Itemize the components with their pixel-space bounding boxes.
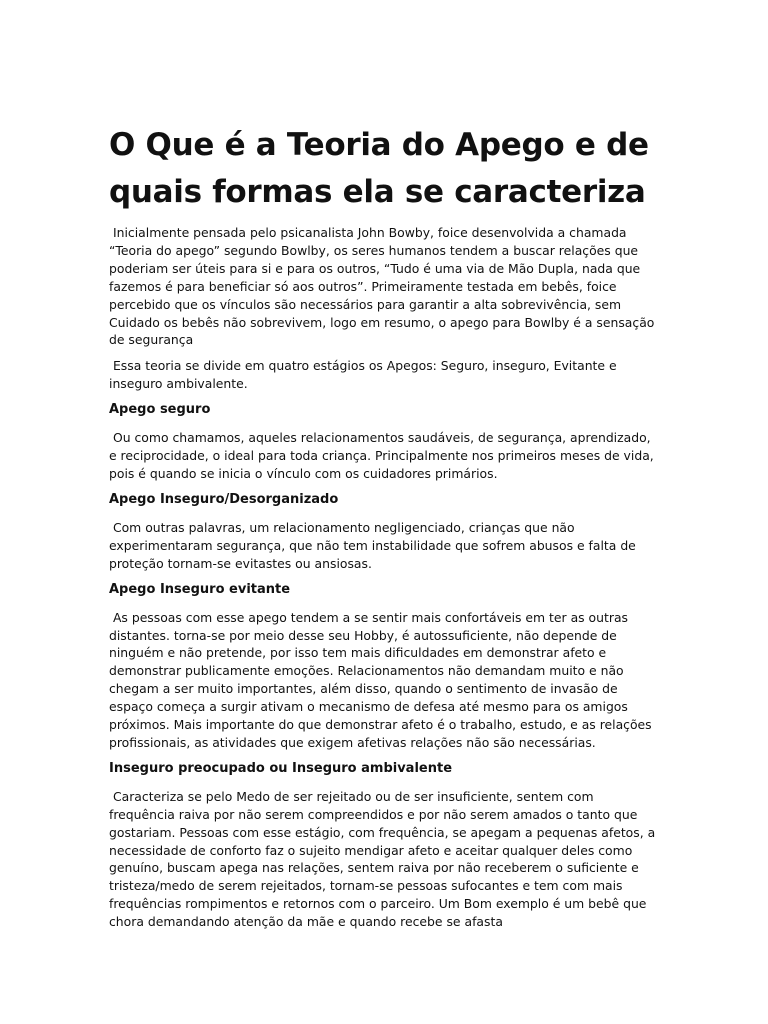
section-heading-apego-seguro: Apego seguro	[109, 402, 211, 418]
stages-paragraph: Essa teoria se divide em quatro estágios os Apegos: Seguro, inseguro, Evitante e inseguro ambivalente.	[109, 358, 621, 392]
section-body-apego-seguro: Ou como chamamos, aqueles relacionamentos saudáveis, de segurança, aprendizado, e reciprocidade, o ideal para toda criança. Principalmente nos primeiros meses de vida, pois é quando se inicia o vínculo com os cuidadores primários.	[109, 430, 658, 481]
section-heading-inseguro-evitante: Apego Inseguro evitante	[109, 581, 291, 597]
intro-paragraph: Inicialmente pensada pelo psicanalista John Bowby, foice desenvolvida a chamada “Teoria do apego” segundo Bowlby, os seres humanos tendem a buscar relações que poderiam ser úteis para si e para os outros, “Tudo é uma via de Mão Dupla, nada que fazemos é para beneficiar só aos outros”. Primeiramente testada em bebês, foice percebido que os vínculos são necessários para garantir a alta sobrevivência, sem Cuidado os bebês não sobrevivem, logo em resumo, o apego para Bowlby é a sensação de segurança	[109, 225, 659, 348]
section-heading-inseguro-desorganizado: Apego Inseguro/Desorganizado	[109, 491, 339, 507]
section-body-inseguro-evitante: As pessoas com esse apego tendem a se sentir mais confortáveis em ter as outras distantes. torna-se por meio desse seu Hobby, é autossuficiente, não depende de ninguém e não pretende, por isso tem mais dificuldades em demonstrar afeto e demonstrar publicamente emoções. Relacionamentos não demandam muito e não chegam a ser muito importantes, além disso, quando o sentimento de invasão de espaço começa a surgir ativam o mecanismo de defesa até mesmo para os amigos próximos. Mais importante do que demonstrar afeto é o trabalho, estudo, e as relações profissionais, as atividades que exigem afetivas relações não são necessárias.	[109, 609, 656, 750]
section-body-inseguro-ambivalente: Caracteriza se pelo Medo de ser rejeitado ou de ser insuficiente, sentem com frequência raiva por não serem compreendidos e por não serem amados o tanto que gostariam. Pessoas com esse estágio, com frequência, se apegam a pequenas afetos, a necessidade de conforto faz o sujeito mendigar afeto e aceitar qualquer deles como genuíno, buscam apega nas relações, sentem raiva por não receberem o suficiente e tristeza/medo de serem rejeitados, tornam-se pessoas sufocantes e tem com mais frequências rompimentos e retornos com o parceiro. Um Bom exemplo é um bebê que chora demandando atenção da mãe e quando recebe se afasta	[109, 788, 660, 930]
document-page	[109, 122, 661, 939]
section-body-inseguro-desorganizado: Com outras palavras, um relacionamento negligenciado, crianças que não experimentaram segurança, que não tem instabilidade que sofrem abusos e falta de proteção tornam-se evitastes ou ansiosas.	[109, 519, 640, 571]
document-title: O Que é a Teoria do Apego e de quais formas ela se caracteriza	[109, 127, 649, 210]
section-heading-inseguro-ambivalente: Inseguro preocupado ou Inseguro ambivalente	[109, 760, 453, 776]
